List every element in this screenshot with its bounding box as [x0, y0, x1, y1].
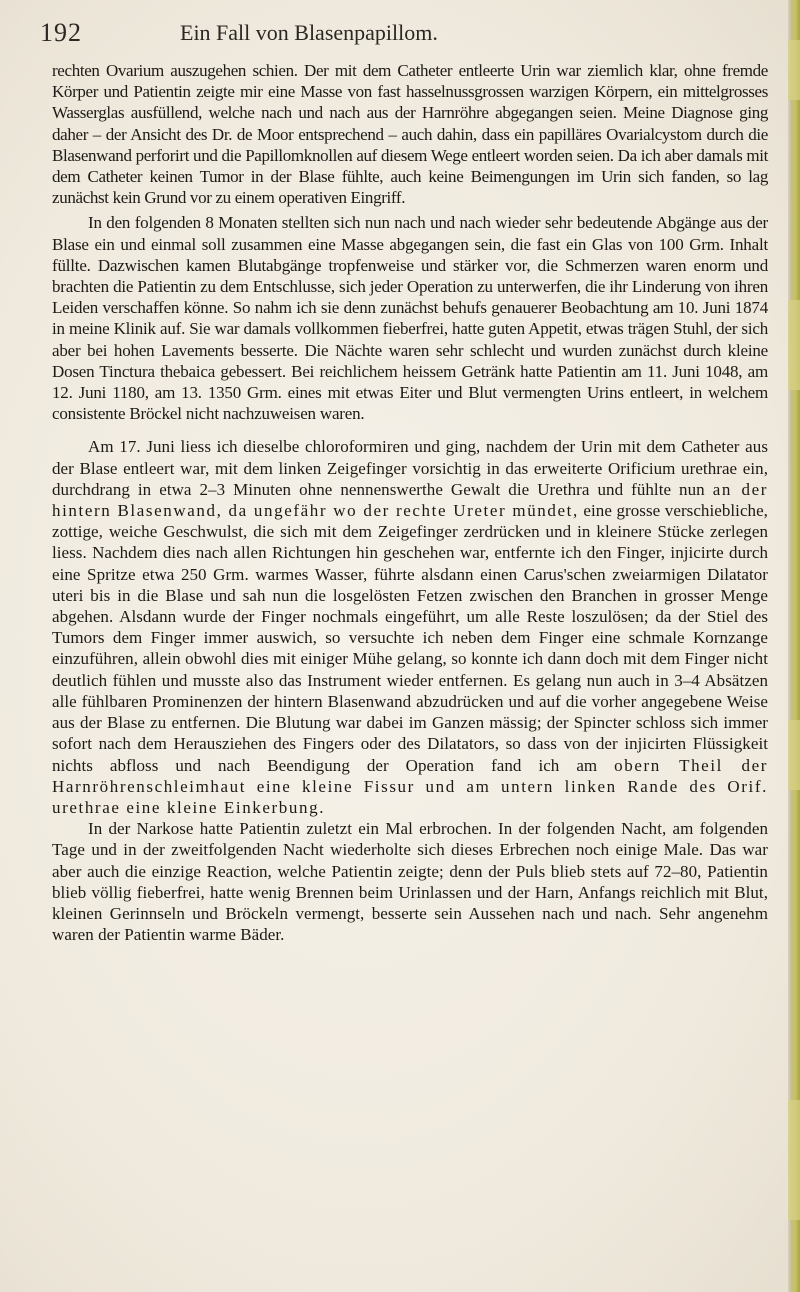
paragraph-2: In den folgenden 8 Monaten stellten sich nun nach und nach wieder sehr bedeutende Abgänge aus der Blase ein und einmal soll zusammen eine Masse abgegangen sein, die fast ein Glas von 100 Grm. Inhalt füllte. Dazwischen kamen Blutabgänge tropfenweise und stärker vor, die Schmerzen waren enorm und brachten die Patientin zu dem Entschlusse, sich jeder Operation zu unterwerfen, die ihr Linderung von ihren Leiden verschaffen könne. So nahm ich sie denn zunächst behufs genauerer Beobachtung am 10. Juni 1874 in meine Klinik auf. Sie war damals vollkommen fieberfrei, hatte guten Appetit, etwas trägen Stuhl, der sich aber bei hohen Lavements besserte. Die Nächte waren sehr schlecht und wurden zunächst durch kleine Dosen Tinctura thebaica gebessert. Bei reichlichem heissem Getränk hatte Patientin am 11. Juni 1048, am 12. Juni 1180, am 13. 1350 Grm. eines mit etwas Eiter und Blut vermengten Urins entleert, in welchem consistente Bröckel nicht nachzuweisen waren. [52, 213, 768, 424]
paragraph-3 [52, 436, 768, 818]
body-text [52, 60, 768, 945]
page-edge-strip [788, 0, 800, 1292]
paragraph-3-text: Am 17. Juni liess ich dieselbe chloroformiren und ging, nachdem der Urin mit dem Catheter aus der Blase entleert war, mit dem linken Zeigefinger vorsichtig in das erweiterte Orificium urethrae ein, durchdrang in etwa 2–3 Minuten ohne nennenswerthe Gewalt die Urethra und fühlte nun [52, 437, 768, 499]
page-header [40, 18, 760, 54]
running-title: Ein Fall von Blasenpapillom. [180, 20, 438, 45]
page-number: 192 [40, 18, 82, 47]
paragraph-3-text: eine grosse verschiebliche, zottige, weiche Geschwulst, die sich mit dem Zeigefinger zerdrücken und in kleinere Stücke zerlegen liess. Nachdem dies nach allen Richtungen hin geschehen war, entfernte ich den Finger, injicirte durch eine Spritze etwa 250 Grm. warmes Wasser, führte alsdann einen Carus'schen zweiarmigen Dilatator uteri bis in die Blase und sah nun die losgelösten Fetzen zwischen den Branchen in grosser Menge abgehen. Alsdann wurde der Finger nochmals eingeführt, um alle Reste loszulösen; da der Stiel des Tumors dem Finger immer auswich, so versuchte ich neben dem Finger eine schmale Kornzange einzuführen, allein obwohl dies mit einiger Mühe gelang, so konnte ich dann doch mit dem Finger nicht deutlich fühlen und musste also das Instrument wieder entfernen. Es gelang nun auch in 3–4 Absätzen alle fühlbaren Prominenzen der hintern Blasenwand abzudrücken und auf die vorher angegebene Weise aus der Blase zu entfernen. Die Blutung war dabei im Ganzen mässig; der Spincter schloss sich immer sofort nach dem Herausziehen des Fingers oder des Dilatators, so dass von der injicirten Flüssigkeit nichts abfloss und nach Beendigung der Operation fand ich am [52, 501, 768, 775]
emphasis-spaced-text: an der hintern Blasenwand, da ungefähr wo der rechte Ureter mündet, [52, 479, 768, 521]
emphasis-spaced-text: obern Theil der Harnröhrenschleimhaut eine kleine Fissur und am untern linken Rande des Orif. urethrae eine kleine Einkerbung. [52, 755, 768, 817]
paragraph-1: rechten Ovarium auszugehen schien. Der mit dem Catheter entleerte Urin war ziemlich klar, ohne fremde Körper und Patientin zeigte mir eine Masse von fast hasselnussgrossen warzigen Körpern, ein mittelgrosses Wasserglas ausfüllend, welche nach und nach aus der Harnröhre abgegangen seien. Meine Diagnose ging daher – der Ansicht des Dr. de Moor entsprechend – auch dahin, dass ein papilläres Ovarialcystom durch die Blasenwand perforirt und die Papillomknollen auf diesem Wege entleert worden seien. Da ich aber damals mit dem Catheter keinen Tumor in der Blase fühlte, auch keine Beimengungen im Urin sich fanden, so lag zunächst kein Grund vor zu einem operativen Eingriff. [52, 61, 768, 208]
paragraph-4: In der Narkose hatte Patientin zuletzt ein Mal erbrochen. In der folgenden Nacht, am folgenden Tage und in der zweitfolgenden Nacht wiederholte sich dieses Erbrechen noch einige Male. Das war aber auch die einzige Reaction, welche Patientin zeigte; denn der Puls blieb stets auf 72–80, Patientin blieb völlig fieberfrei, hatte wenig Brennen beim Urinlassen und der Harn, Anfangs reichlich mit Blut, kleinen Gerinnseln und Bröckeln vermengt, besserte sein Aussehen nach und nach. Sehr angenehm waren der Patientin warme Bäder. [52, 819, 768, 945]
